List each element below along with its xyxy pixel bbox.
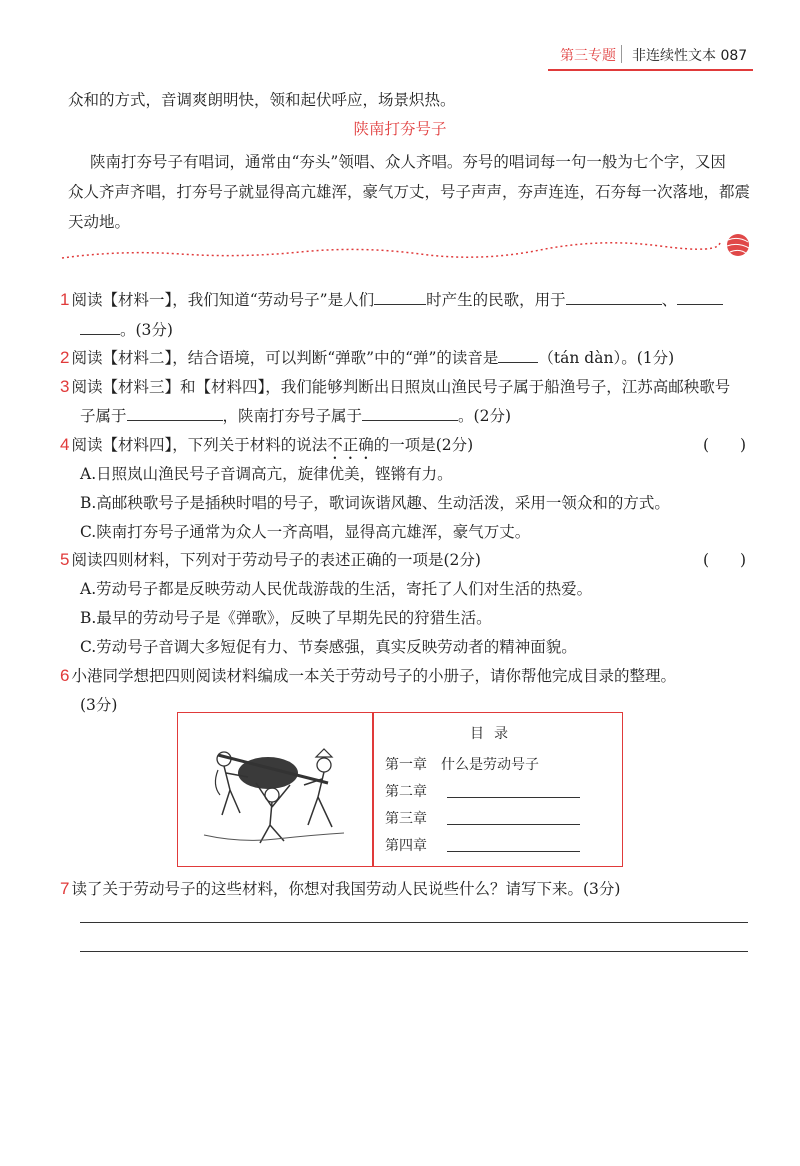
- question-number: 2: [60, 348, 70, 367]
- header-rule: [548, 69, 753, 71]
- question-6: 6 小港同学想把四则阅读材料编成一本关于劳动号子的小册子，请你帮他完成目录的整理。: [60, 666, 676, 685]
- answer-line[interactable]: [80, 951, 748, 952]
- answer-line[interactable]: [80, 922, 748, 923]
- answer-blank[interactable]: [374, 290, 426, 305]
- question-number: 7: [60, 879, 70, 898]
- material-heading: 陕南打夯号子: [353, 120, 447, 138]
- toc-blank-2[interactable]: [447, 797, 580, 798]
- toc-chapter-1: 第一章 什么是劳动号子: [385, 757, 539, 773]
- question-4: 4 阅读【材料四】，下列关于材料的说法不正确的一项是(2分): [60, 435, 474, 454]
- workers-illustration: [200, 735, 350, 850]
- answer-parentheses[interactable]: ( ): [703, 436, 747, 454]
- question-score: (3分): [80, 696, 118, 714]
- material-line: 众人齐声齐唱，打夯号子就显得高亢雄浑，豪气万丈，号子声声，夯声连连，石夯每一次落地，都震: [68, 183, 751, 201]
- answer-blank[interactable]: [498, 348, 538, 363]
- yarn-ball-icon: [727, 234, 749, 256]
- question-7: 7 读了关于劳动号子的这些材料，你想对我国劳动人民说些什么？请写下来。(3分): [60, 879, 621, 898]
- answer-parentheses[interactable]: ( ): [703, 551, 747, 569]
- option-b[interactable]: B.最早的劳动号子是《弹歌》，反映了早期先民的狩猎生活。: [80, 609, 492, 627]
- option-c[interactable]: C.劳动号子音调大多短促有力、节奏感强，真实反映劳动者的精神面貌。: [80, 638, 577, 656]
- answer-blank[interactable]: [362, 406, 458, 421]
- question-number: 4: [60, 435, 70, 454]
- toc-chapter-3: 第三章: [385, 811, 427, 827]
- material-line: 天动地。: [68, 213, 131, 231]
- question-1-cont: 。(3分): [80, 318, 173, 340]
- question-1: 1 阅读【材料一】，我们知道“劳动号子”是人们 时产生的民歌，用于 、: [60, 288, 723, 310]
- question-5: 5 阅读四则材料，下列对于劳动号子的表述正确的一项是(2分): [60, 550, 481, 569]
- option-a[interactable]: A.日照岚山渔民号子音调高亢，旋律优美，铿锵有力。: [80, 465, 453, 483]
- toc-chapter-4: 第四章: [385, 838, 427, 854]
- answer-blank[interactable]: [566, 290, 662, 305]
- option-c[interactable]: C.陕南打夯号子通常为众人一齐高唱，显得高亢雄浑，豪气万丈。: [80, 523, 531, 541]
- material-line: 陕南打夯号子有唱词，通常由“夯头”领唱、众人齐唱。夯号的唱词每一句一般为七个字，又因: [90, 153, 726, 171]
- toc-divider: [372, 713, 374, 866]
- question-number: 3: [60, 377, 70, 396]
- option-a[interactable]: A.劳动号子都是反映劳动人民优哉游哉的生活，寄托了人们对生活的热爱。: [80, 580, 593, 598]
- question-2: 2 阅读【材料二】，结合语境，可以判断“弹歌”中的“弹”的读音是 （tán dàn）。(1分): [60, 348, 675, 367]
- page-header-title: 非连续性文本 087: [632, 48, 748, 64]
- intro-line: 众和的方式，音调爽朗明快，领和起伏呼应，场景炽热。: [68, 91, 456, 109]
- question-number: 6: [60, 666, 70, 685]
- toc-blank-3[interactable]: [447, 824, 580, 825]
- toc-title: 目录: [470, 726, 518, 742]
- toc-blank-4[interactable]: [447, 851, 580, 852]
- emphasis-text: 不正确: [327, 436, 374, 454]
- question-number: 1: [60, 290, 70, 309]
- header-divider: [621, 45, 622, 63]
- answer-blank[interactable]: [80, 320, 120, 335]
- wavy-divider: [60, 232, 760, 272]
- question-3: 3 阅读【材料三】和【材料四】，我们能够判断出日照岚山渔民号子属于船渔号子，江苏高邮秧歌号: [60, 377, 731, 396]
- section-tag: 第三专题: [560, 48, 616, 64]
- question-number: 5: [60, 550, 70, 569]
- question-3-cont: 子属于 ，陕南打夯号子属于 。(2分): [80, 407, 511, 425]
- toc-chapter-2: 第二章: [385, 784, 427, 800]
- answer-blank[interactable]: [677, 290, 723, 305]
- answer-blank[interactable]: [127, 406, 223, 421]
- option-b[interactable]: B.高邮秧歌号子是插秧时唱的号子，歌词诙谐风趣、生动活泼，采用一领众和的方式。: [80, 494, 670, 512]
